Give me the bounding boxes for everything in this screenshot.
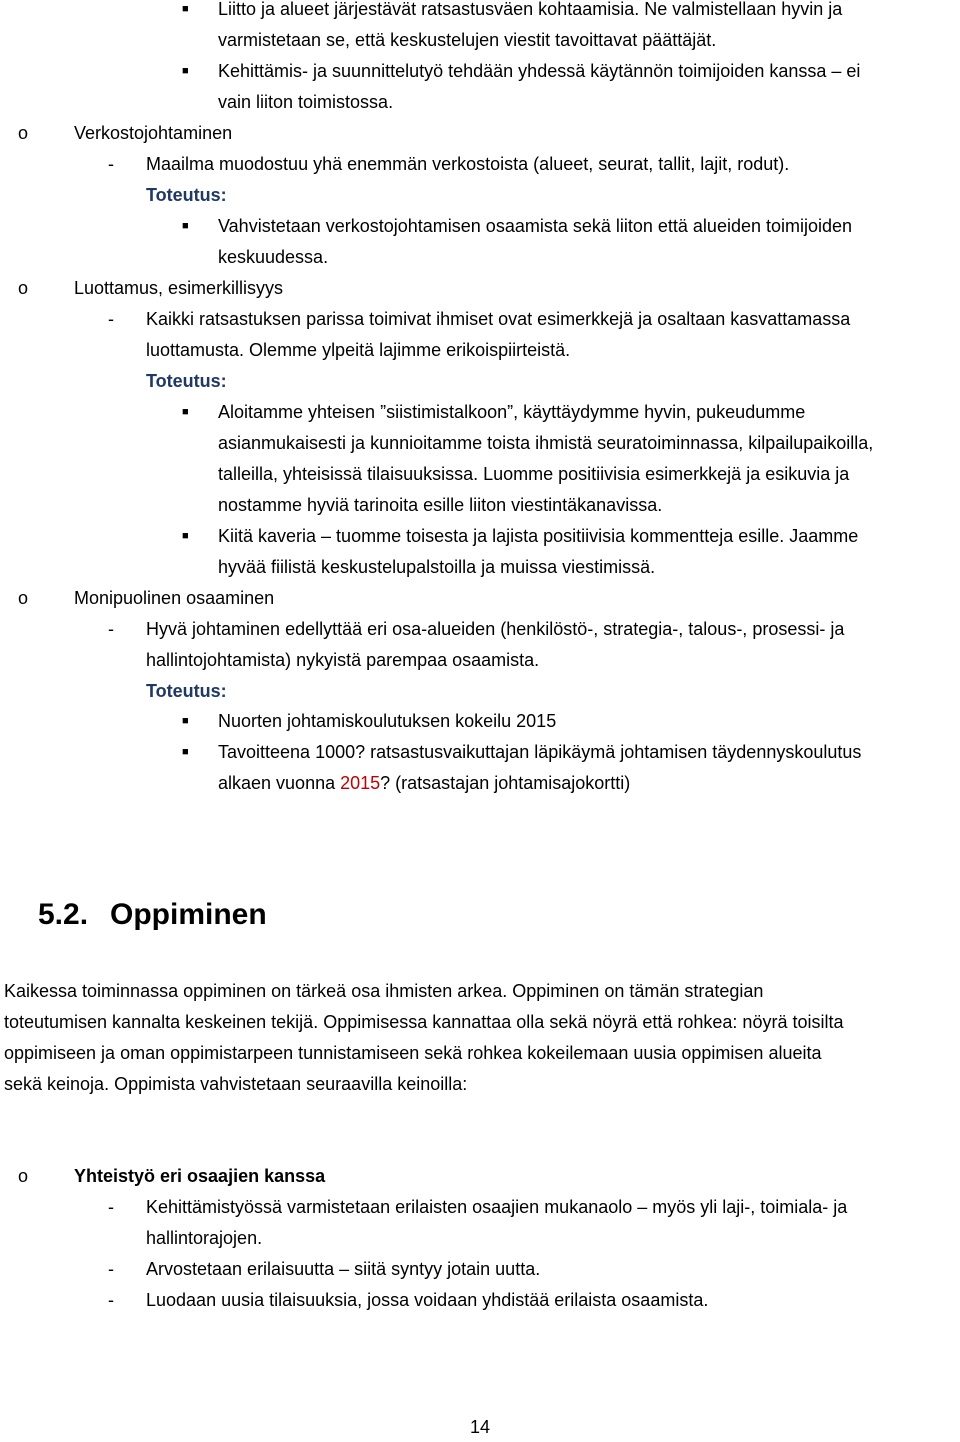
square-bullet-icon: ■ [182,406,189,418]
bullet-text-line: asianmukaisesti ja kunnioitamme toista ihmistä seuratoiminnassa, kilpailupaikoilla, [218,433,874,453]
heading-number: 5.2. [38,898,89,931]
bullet-text-line: Liitto ja alueet järjestävät ratsastusväen kohtaamisia. Ne valmistellaan hyvin ja [218,0,843,19]
bullet-text-line: Tavoitteena 1000? ratsastusvaikuttajan läpikäymä johtamisen täydennyskoulutus [218,742,862,762]
learning-item-line: Luodaan uusia tilaisuuksia, jossa voidaan yhdistää erilaista osaamista. [146,1290,709,1310]
bullet-text-line: keskuudessa. [218,247,329,267]
dash-marker: - [108,309,114,329]
bullet-text-line: Aloitamme yhteisen ”siistimistalkoon”, käyttäydymme hyvin, pukeudumme [218,402,806,422]
dash-marker: - [108,619,114,639]
square-bullet-icon: ■ [182,65,189,77]
heading-title: Oppiminen [110,898,267,931]
bullet-text-line: Kiitä kaveria – tuomme toisesta ja lajista positiivisia kommentteja esille. Jaamme [218,526,859,546]
bullet-text-line: talleilla, yhteisissä tilaisuuksissa. Luomme positiivisia esimerkkejä ja esikuvia ja [218,464,850,484]
learning-item-line: hallintorajojen. [146,1228,263,1248]
section-description: hallintojohtamista) nykyistä parempaa osaamista. [146,650,540,670]
section-heading [38,893,267,937]
circle-bullet-marker: o [18,123,29,143]
section-description: Kaikki ratsastuksen parissa toimivat ihmiset ovat esimerkkejä ja osaltaan kasvattamassa [146,309,851,329]
bullet-text-line: Kehittämis- ja suunnittelutyö tehdään yhdessä käytännön toimijoiden kanssa – ei [218,61,861,81]
paragraph-line: toteutumisen kannalta keskeinen tekijä. Oppimisessa kannattaa olla sekä nöyrä että rohkea: nöyrä toisilta [4,1012,844,1032]
paragraph-line: oppimiseen ja oman oppimistarpeen tunnistamiseen sekä rohkea kokeilemaan uusia oppimisen alueita [4,1043,822,1063]
square-bullet-icon: ■ [182,746,189,758]
bullet-text-line: Nuorten johtamiskoulutuksen kokeilu 2015 [218,711,557,731]
bullet-text-line: hyvää fiilistä keskustelupalstoilla ja muissa viestimissä. [218,557,656,577]
square-bullet-icon: ■ [182,530,189,542]
line-text-post: ? (ratsastajan johtamisajokortti) [380,773,631,793]
section-description: Maailma muodostuu yhä enemmän verkostoista (alueet, seurat, tallit, lajit, rodut). [146,154,790,174]
square-bullet-icon: ■ [182,715,189,727]
section-title: Luottamus, esimerkillisyys [74,278,284,298]
learning-item-line: Kehittämistyössä varmistetaan erilaisten osaajien mukanaolo – myös yli laji-, toimiala- ja [146,1197,848,1217]
learning-item-line: Arvostetaan erilaisuutta – siitä syntyy jotain uutta. [146,1259,541,1279]
bullet-text-line: nostamme hyviä tarinoita esille liiton viestintäkanavissa. [218,495,663,515]
toteutus-label: Toteutus: [146,185,227,205]
toteutus-label: Toteutus: [146,681,227,701]
dash-marker: - [108,1290,114,1310]
square-bullet-icon: ■ [182,220,189,232]
section-description: luottamusta. Olemme ylpeitä lajimme erikoispiirteistä. [146,340,571,360]
bullet-text-line: vain liiton toimistossa. [218,92,394,112]
circle-bullet-marker: o [18,1166,29,1186]
dash-marker: - [108,1197,114,1217]
bullet-text-line: varmistetaan se, että keskustelujen viestit tavoittavat päättäjät. [218,30,717,50]
line-text-pre: alkaen vuonna [218,773,341,793]
bullet-text-line: Vahvistetaan verkostojohtamisen osaamista sekä liiton että alueiden toimijoiden [218,216,853,236]
toteutus-label: Toteutus: [146,371,227,391]
circle-bullet-marker: o [18,588,29,608]
circle-bullet-marker: o [18,278,29,298]
section-title: Verkostojohtaminen [74,123,233,143]
dash-marker: - [108,154,114,174]
paragraph-line: sekä keinoja. Oppimista vahvistetaan seuraavilla keinoilla: [4,1074,468,1094]
dash-marker: - [108,1259,114,1279]
highlighted-year: 2015 [340,773,381,793]
section-description: Hyvä johtaminen edellyttää eri osa-alueiden (henkilöstö-, strategia-, talous-, prosessi- ja [146,619,845,639]
learning-title: Yhteistyö eri osaajien kanssa [74,1166,326,1186]
page-number: 14 [469,1417,491,1437]
square-bullet-icon: ■ [182,3,189,15]
section-title: Monipuolinen osaaminen [74,588,275,608]
bullet-text-line [218,768,630,799]
paragraph-line: Kaikessa toiminnassa oppiminen on tärkeä osa ihmisten arkea. Oppiminen on tämän strategian [4,981,764,1001]
